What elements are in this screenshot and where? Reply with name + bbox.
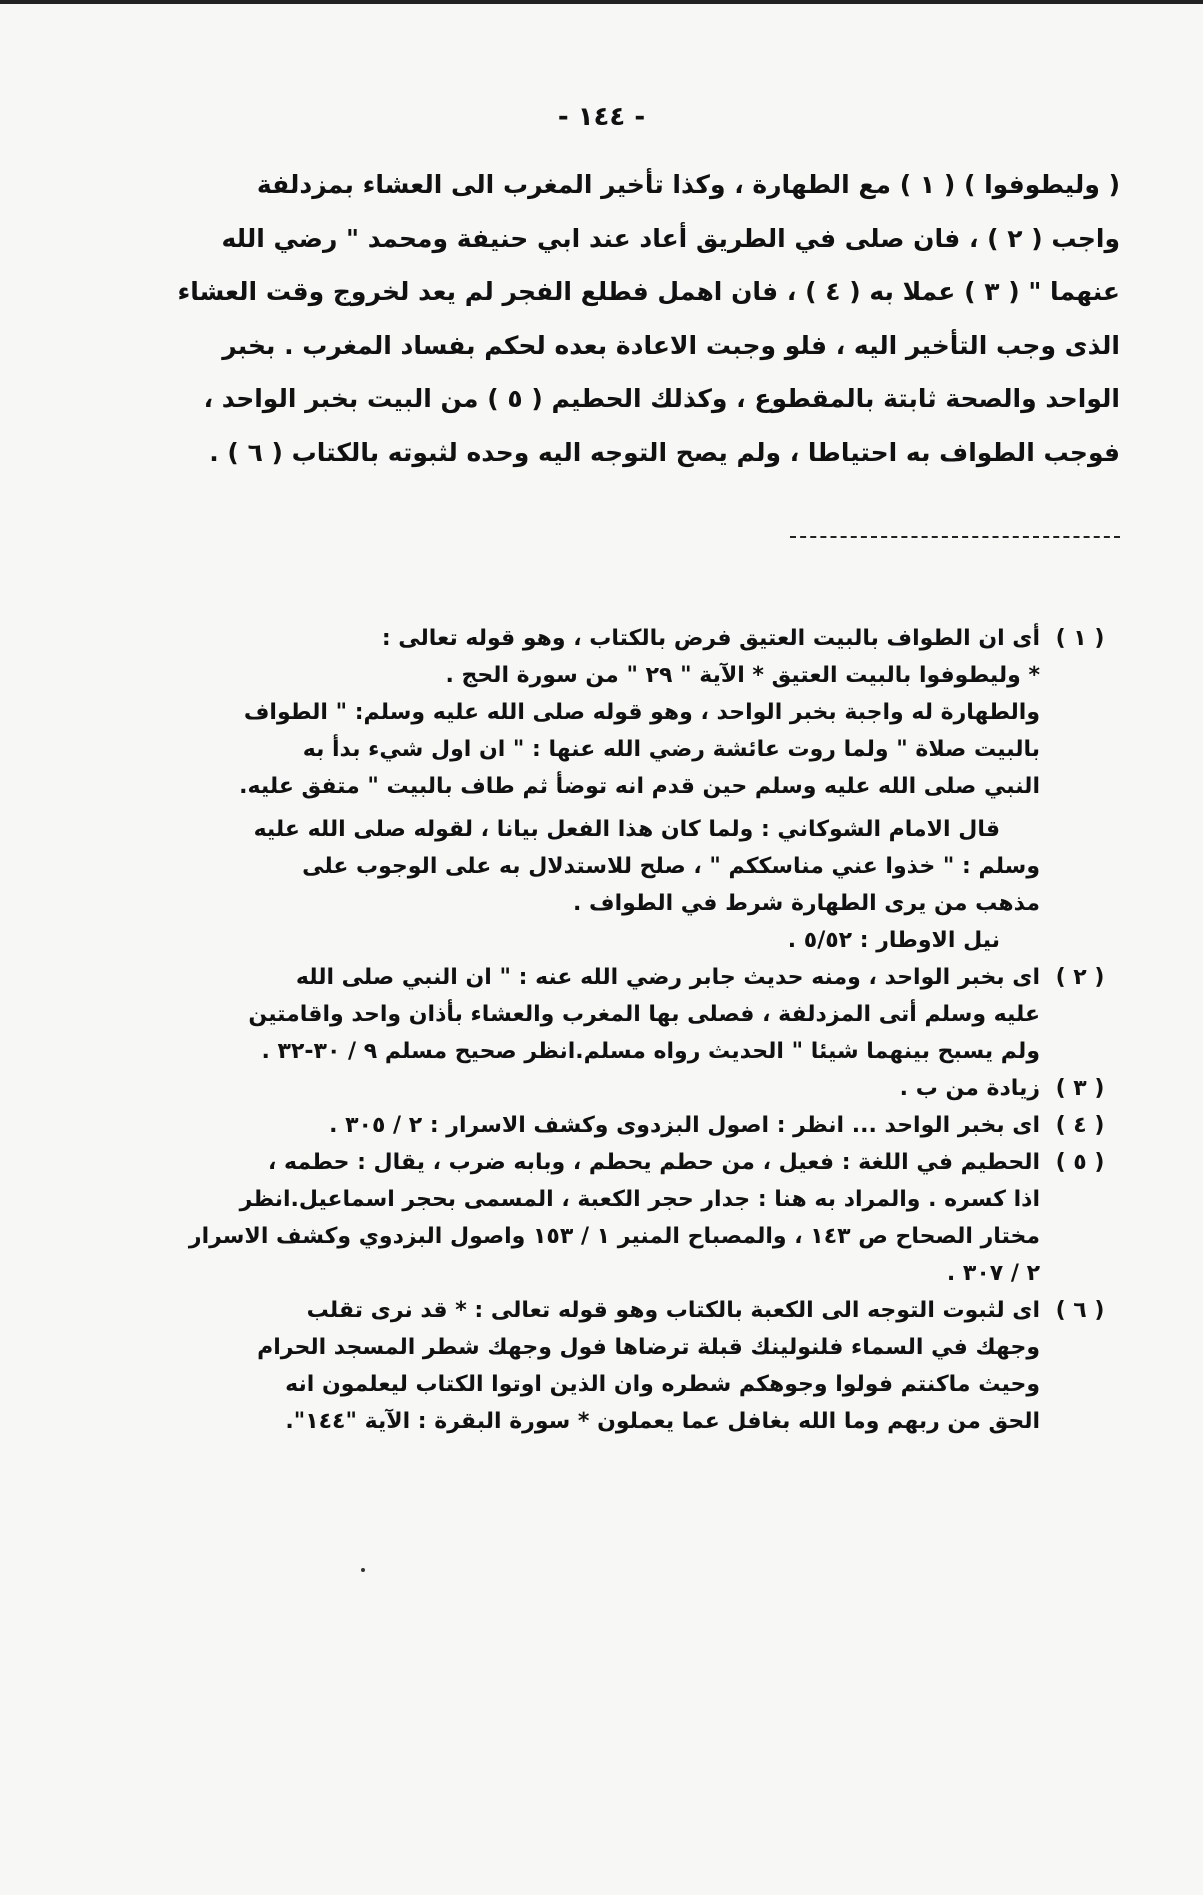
main-text-line: فوجب الطواف به احتياطا ، ولم يصح التوجه اليه وحده لثبوته بالكتاب ( ٦ ) . xyxy=(209,437,1120,467)
footnote-line: عليه وسلم أتى المزدلفة ، فصلى بها المغرب والعشاء بأذان واحد واقامتين xyxy=(248,1002,1040,1027)
main-text-line: الذى وجب التأخير اليه ، فلو وجبت الاعادة بعده لحكم بفساد المغرب . بخبر xyxy=(222,330,1120,360)
footnote-line: قال الامام الشوكاني : ولما كان هذا الفعل بيانا ، لقوله صلى الله عليه xyxy=(253,817,1000,842)
footnote-body xyxy=(150,959,1040,1070)
footnote-separator xyxy=(790,536,1120,538)
main-text-line: واجب ( ٢ ) ، فان صلى في الطريق أعاد عند ابي حنيفة ومحمد " رضي الله xyxy=(221,223,1120,253)
footnote-body xyxy=(150,1292,1040,1440)
footnote-line: زيادة من ب . xyxy=(899,1076,1040,1101)
footnote-2 xyxy=(150,959,1120,1070)
footnote-line: بالبيت صلاة " ولما روت عائشة رضي الله عنها : " ان اول شيء بدأ به xyxy=(302,737,1040,762)
footnote-line: وجهك في السماء فلنولينك قبلة ترضاها فول وجهك شطر المسجد الحرام xyxy=(257,1335,1040,1360)
footnote-line: الحطيم في اللغة : فعيل ، من حطم يحطم ، وبابه ضرب ، يقال : حطمه ، xyxy=(268,1150,1040,1175)
footnote-line: وحيث ماكنتم فولوا وجوهكم شطره وان الذين اوتوا الكتاب ليعلمون انه xyxy=(285,1372,1040,1397)
main-text-line: الواحد والصحة ثابتة بالمقطوع ، وكذلك الحطيم ( ٥ ) من البيت بخبر الواحد ، xyxy=(203,384,1120,413)
footnote-line: والطهارة له واجبة بخبر الواحد ، وهو قوله صلى الله عليه وسلم: " الطواف xyxy=(243,700,1040,725)
page-number: - ١٤٤ - xyxy=(557,102,646,132)
footnote-5 xyxy=(150,1144,1120,1292)
main-text-line: عنهما " ( ٣ ) عملا به ( ٤ ) ، فان اهمل فطلع الفجر لم يعد لخروج وقت العشاء xyxy=(177,277,1120,306)
footnote-number: ( ٦ ) xyxy=(1055,1298,1105,1323)
footnote-4 xyxy=(150,1107,1120,1144)
footnote-body xyxy=(150,1107,1040,1144)
main-text xyxy=(160,158,1120,479)
top-border xyxy=(0,0,1203,4)
stray-dot xyxy=(361,1568,365,1572)
footnote-line: ولم يسبح بينهما شيئا " الحديث رواه مسلم.انظر صحيح مسلم ٩ / ٣٠-٣٢ . xyxy=(261,1039,1040,1064)
footnote-line: الحق من ربهم وما الله بغافل عما يعملون * سورة البقرة : الآية "١٤٤". xyxy=(285,1409,1040,1434)
footnote-number: ( ٢ ) xyxy=(1055,965,1105,990)
footnote-line: ٢ / ٣٠٧ . xyxy=(946,1261,1040,1286)
footnotes xyxy=(150,620,1120,1440)
footnote-body xyxy=(150,1070,1040,1107)
footnote-line: النبي صلى الله عليه وسلم حين قدم انه توضأ ثم طاف بالبيت " متفق عليه. xyxy=(239,774,1040,799)
footnote-line: اى بخبر الواحد ، ومنه حديث جابر رضي الله عنه : " ان النبي صلى الله xyxy=(295,965,1040,990)
footnote-line: نيل الاوطار : ٥/٥٢ . xyxy=(787,928,1000,953)
footnote-3 xyxy=(150,1070,1120,1107)
footnote-line: أى ان الطواف بالبيت العتيق فرض بالكتاب ، وهو قوله تعالى : xyxy=(381,626,1040,651)
footnote-line: * وليطوفوا بالبيت العتيق * الآية " ٢٩ " من سورة الحج . xyxy=(445,663,1040,688)
footnote-body xyxy=(150,620,1040,959)
footnote-line: وسلم : " خذوا عني مناسككم " ، صلح للاستدلال به على الوجوب على xyxy=(302,854,1040,879)
footnote-6 xyxy=(150,1292,1120,1440)
footnote-line: اى لثبوت التوجه الى الكعبة بالكتاب وهو قوله تعالى : * قد نرى تقلب xyxy=(306,1298,1040,1323)
main-text-line: ( وليطوفوا ) ( ١ ) مع الطهارة ، وكذا تأخير المغرب الى العشاء بمزدلفة xyxy=(256,170,1120,199)
footnote-number: ( ٤ ) xyxy=(1055,1113,1105,1138)
footnote-number: ( ١ ) xyxy=(1055,626,1105,651)
footnote-line: مختار الصحاح ص ١٤٣ ، والمصباح المنير ١ / ١٥٣ واصول البزدوي وكشف الاسرار xyxy=(188,1224,1040,1249)
footnote-line: اذا كسره . والمراد به هنا : جدار حجر الكعبة ، المسمى بحجر اسماعيل.انظر xyxy=(239,1187,1040,1212)
footnote-number: ( ٥ ) xyxy=(1055,1150,1105,1175)
footnote-line: اى بخبر الواحد ... انظر : اصول البزدوى وكشف الاسرار : ٢ / ٣٠٥ . xyxy=(329,1113,1040,1138)
footnote-1 xyxy=(150,620,1120,959)
footnote-body xyxy=(150,1144,1040,1292)
footnote-line: مذهب من يرى الطهارة شرط في الطواف . xyxy=(573,891,1040,916)
footnote-number: ( ٣ ) xyxy=(1055,1076,1105,1101)
